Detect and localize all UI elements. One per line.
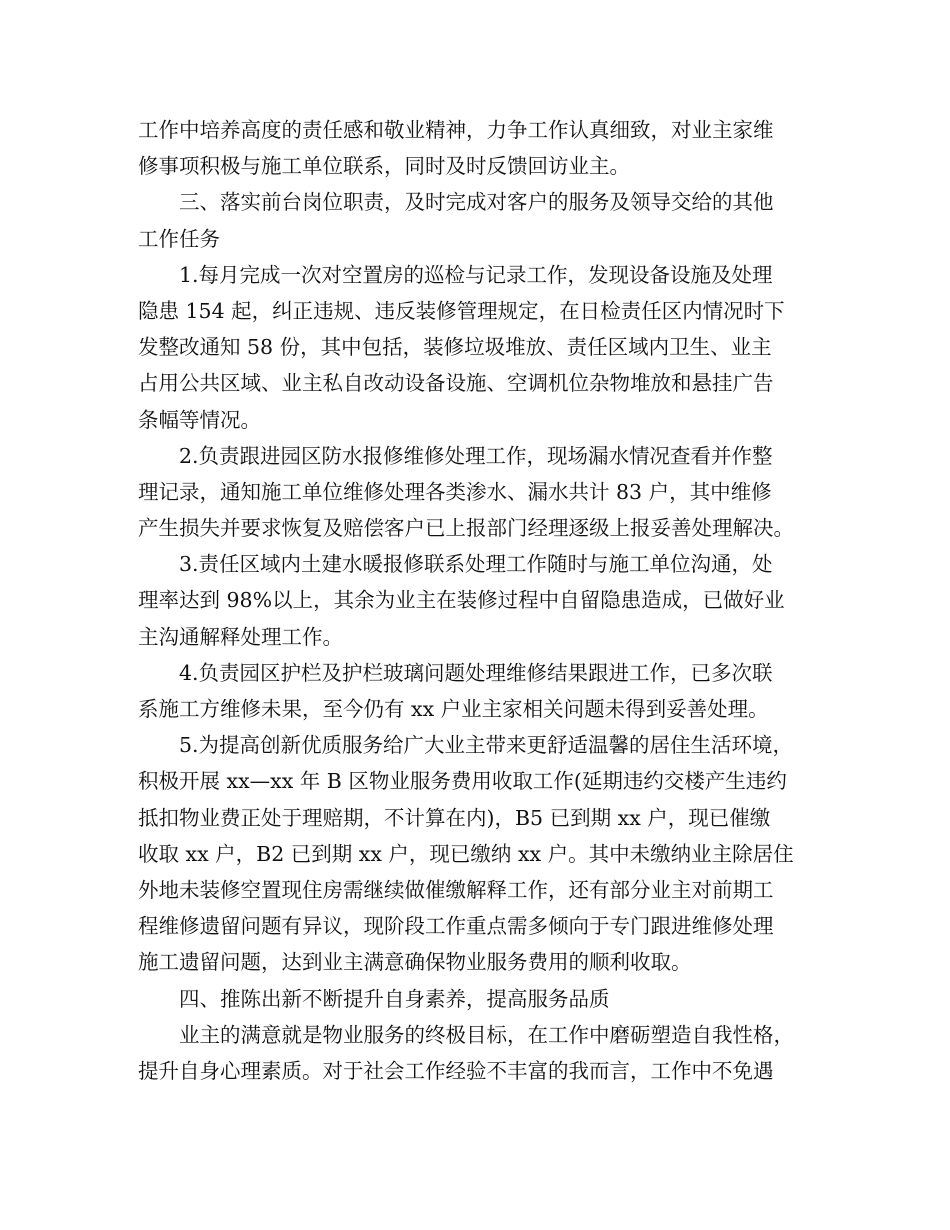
text-line: 5.为提高创新优质服务给广大业主带来更舒适温馨的居住生活环境， (179, 733, 794, 758)
text-line: 四、推陈出新不断提升自身素养，提高服务品质 (179, 986, 610, 1011)
text-line: 提升自身心理素质。对于社会工作经验不丰富的我而言，工作中不免遇 (138, 1058, 774, 1083)
text-line: 施工遗留问题，达到业主满意确保物业服务费用的顺利收取。 (138, 950, 692, 975)
text-line: 积极开展 xx—xx 年 B 区物业服务费用收取工作(延期违约交楼产生违约 (138, 769, 787, 794)
text-line: 收取 xx 户，B2 已到期 xx 户，现已缴纳 xx 户。其中未缴纳业主除居住 (138, 841, 794, 866)
text-line: 发整改通知 58 份，其中包括，装修垃圾堆放、责任区域内卫生、业主 (138, 335, 772, 360)
text-line: 业主的满意就是物业服务的终极目标，在工作中磨砺塑造自我性格， (179, 1022, 794, 1047)
text-line: 工作任务 (138, 226, 220, 251)
text-line: 产生损失并要求恢复及赔偿客户已上报部门经理逐级上报妥善处理解决。 (138, 516, 794, 541)
text-line: 三、落实前台岗位职责，及时完成对客户的服务及领导交给的其他 (179, 190, 774, 215)
text-line: 条幅等情况。 (138, 407, 261, 432)
text-line: 理率达到 98%以上，其余为业主在装修过程中自留隐患造成，已做好业 (138, 588, 785, 613)
document-body (138, 112, 828, 1089)
text-line: 2.负责跟进园区防水报修维修处理工作，现场漏水情况查看并作整 (179, 443, 773, 468)
text-line: 工作中培养高度的责任感和敬业精神，力争工作认真细致，对业主家维 (138, 118, 774, 142)
text-line: 占用公共区域、业主私自改动设备设施、空调机位杂物堆放和悬挂广告 (138, 371, 774, 396)
text-line: 主沟通解释处理工作。 (138, 624, 343, 649)
text-line: 外地未装修空置现住房需继续做催缴解释工作，还有部分业主对前期工 (138, 877, 774, 902)
text-line: 抵扣物业费正处于理赔期，不计算在内)，B5 已到期 xx 户，现已催缴 (138, 805, 771, 830)
text-line: 系施工方维修未果，至今仍有 xx 户业主家相关问题未得到妥善处理。 (138, 697, 769, 721)
text-line: 隐患 154 起，纠正违规、违反装修管理规定，在日检责任区内情况时下 (138, 298, 785, 323)
text-line: 修事项积极与施工单位联系，同时及时反馈回访业主。 (138, 154, 630, 179)
text-line: 3.责任区域内土建水暖报修联系处理工作随时与施工单位沟通，处 (179, 552, 773, 577)
text-line: 程维修遗留问题有异议，现阶段工作重点需多倾向于专门跟进维修处理 (138, 914, 774, 939)
text-line: 理记录，通知施工单位维修处理各类渗水、漏水共计 83 户，其中维修 (138, 479, 772, 504)
text-line: 1.每月完成一次对空置房的巡检与记录工作，发现设备设施及处理 (179, 262, 773, 287)
text-line: 4.负责园区护栏及护栏玻璃问题处理维修结果跟进工作，已多次联 (179, 660, 773, 685)
